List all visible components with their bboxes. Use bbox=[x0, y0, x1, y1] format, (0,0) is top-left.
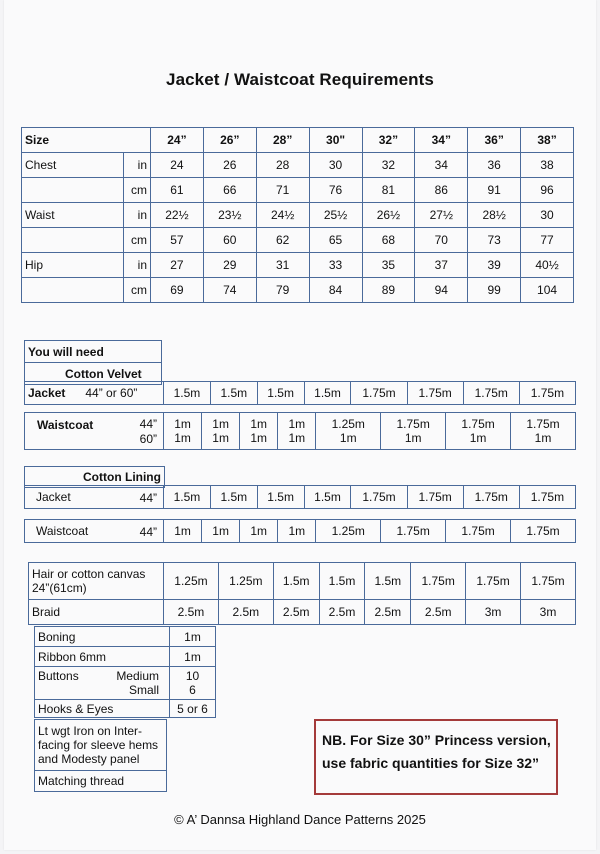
cell: 1.75m bbox=[381, 520, 446, 543]
cell: 68 bbox=[362, 228, 415, 253]
cell: 2.5m bbox=[411, 600, 466, 625]
size-header: 36” bbox=[468, 128, 521, 153]
cell: 1.75m bbox=[519, 382, 575, 405]
interfacing-table bbox=[34, 719, 167, 792]
cell: 94 bbox=[415, 278, 468, 303]
cell: 1.5m bbox=[210, 382, 257, 405]
value-a: 1m bbox=[212, 417, 229, 431]
cell: 25½ bbox=[309, 203, 362, 228]
cell bbox=[316, 413, 381, 450]
cell: 91 bbox=[468, 178, 521, 203]
value-a: 1.75m bbox=[461, 417, 495, 431]
cell: 84 bbox=[309, 278, 362, 303]
cell: 1.25m bbox=[218, 563, 273, 600]
value-a: 1m bbox=[288, 417, 306, 431]
cell: 32 bbox=[362, 153, 415, 178]
boning-label: Boning bbox=[35, 627, 170, 647]
cell: 1.5m bbox=[164, 486, 211, 509]
cell: 31 bbox=[256, 253, 309, 278]
cell: 22½ bbox=[151, 203, 204, 228]
notions-table bbox=[34, 626, 216, 718]
cell: 30 bbox=[521, 203, 574, 228]
cell: 86 bbox=[415, 178, 468, 203]
cell: 1.75m bbox=[411, 563, 466, 600]
cell: 1.5m bbox=[164, 382, 211, 405]
lining-waistcoat-row bbox=[24, 519, 576, 543]
table-row bbox=[35, 771, 167, 792]
copyright-footer: © A’ Dannsa Highland Dance Patterns 2025 bbox=[174, 812, 426, 827]
cell: 1.5m bbox=[273, 563, 319, 600]
cell: 62 bbox=[256, 228, 309, 253]
table-row bbox=[29, 563, 576, 600]
cell: 96 bbox=[521, 178, 574, 203]
cell: 89 bbox=[362, 278, 415, 303]
cell: 29 bbox=[203, 253, 256, 278]
row-label bbox=[22, 228, 124, 253]
nb-line: use fabric quantities for Size 32” bbox=[322, 755, 540, 771]
value-a: 1m bbox=[250, 417, 268, 431]
table-row bbox=[35, 700, 216, 718]
cell: 26½ bbox=[362, 203, 415, 228]
cell: 1.75m bbox=[407, 486, 463, 509]
cell: 74 bbox=[203, 278, 256, 303]
table-row bbox=[22, 178, 574, 203]
cell: 73 bbox=[468, 228, 521, 253]
interfacing-line: facing for sleeve hems bbox=[38, 738, 159, 752]
lining-jacket-width: 44” bbox=[139, 491, 157, 505]
lining-waistcoat-width: 44” bbox=[139, 525, 157, 539]
cell: 33 bbox=[309, 253, 362, 278]
velvet-heading: Cotton Velvet bbox=[25, 363, 162, 385]
cell: 99 bbox=[468, 278, 521, 303]
size-header-label: Size bbox=[22, 128, 151, 153]
value-a: 1.25m bbox=[331, 417, 365, 431]
ribbon-label: Ribbon 6mm bbox=[35, 647, 170, 667]
canvas-label-b: 24”(61cm) bbox=[32, 581, 87, 595]
lining-waistcoat-label: Waistcoat bbox=[36, 524, 89, 538]
cell: 69 bbox=[151, 278, 204, 303]
cell: 1.75m bbox=[519, 486, 575, 509]
cell: 28½ bbox=[468, 203, 521, 228]
table-row bbox=[22, 153, 574, 178]
lining-heading: Cotton Lining bbox=[25, 467, 165, 488]
cell: 5 or 6 bbox=[170, 700, 216, 718]
page bbox=[4, 0, 596, 850]
cell: 1.75m bbox=[521, 563, 576, 600]
table-row bbox=[35, 720, 167, 771]
cell: 1.5m bbox=[319, 563, 365, 600]
cell: 1.5m bbox=[304, 382, 351, 405]
braid-label: Braid bbox=[29, 600, 164, 625]
velvet-waistcoat-width-a: 44” bbox=[139, 417, 157, 431]
velvet-jacket-row bbox=[24, 381, 576, 405]
cell: 26 bbox=[203, 153, 256, 178]
table-row bbox=[22, 228, 574, 253]
cell: 2.5m bbox=[218, 600, 273, 625]
size-header: 26” bbox=[203, 128, 256, 153]
size-header: 34” bbox=[415, 128, 468, 153]
canvas-label-a: Hair or cotton canvas bbox=[32, 567, 146, 581]
cell: 28 bbox=[256, 153, 309, 178]
cell: 1.5m bbox=[257, 382, 304, 405]
page-title: Jacket / Waistcoat Requirements bbox=[166, 70, 434, 89]
value-a: 1.75m bbox=[526, 417, 560, 431]
row-unit: cm bbox=[124, 278, 151, 303]
hooks-label: Hooks & Eyes bbox=[35, 700, 170, 718]
cell: 104 bbox=[521, 278, 574, 303]
cell: 34 bbox=[415, 153, 468, 178]
row-unit: in bbox=[124, 253, 151, 278]
row-label-cell bbox=[25, 382, 164, 405]
value-b: 1m bbox=[288, 431, 306, 445]
row-label: Hip bbox=[22, 253, 124, 278]
cell: 1.75m bbox=[463, 486, 519, 509]
interfacing-line: Lt wgt Iron on Inter- bbox=[38, 724, 143, 738]
row-label: Chest bbox=[22, 153, 124, 178]
value-b: 1m bbox=[212, 431, 229, 445]
size-header: 38” bbox=[521, 128, 574, 153]
cell: 24 bbox=[151, 153, 204, 178]
cell: 2.5m bbox=[365, 600, 411, 625]
cell: 1.25m bbox=[316, 520, 381, 543]
size-header: 28” bbox=[256, 128, 309, 153]
buttons-small: 6 bbox=[189, 683, 196, 697]
table-row bbox=[35, 647, 216, 667]
size-header: 30" bbox=[309, 128, 362, 153]
value-b: 1m bbox=[250, 431, 268, 445]
canvas-label-cell bbox=[29, 563, 164, 600]
cell: 1.75m bbox=[407, 382, 463, 405]
cell: 65 bbox=[309, 228, 362, 253]
row-label: Waist bbox=[22, 203, 124, 228]
interfacing-label bbox=[35, 720, 167, 771]
table-row bbox=[22, 203, 574, 228]
cell: 40½ bbox=[521, 253, 574, 278]
cell: 77 bbox=[521, 228, 574, 253]
velvet-jacket-width: 44” or 60” bbox=[85, 386, 138, 400]
cell: 66 bbox=[203, 178, 256, 203]
cell: 1.75m bbox=[466, 563, 521, 600]
table-row bbox=[22, 253, 574, 278]
value-b: 1m bbox=[339, 431, 357, 445]
cell: 1.75m bbox=[463, 382, 519, 405]
row-unit: cm bbox=[124, 228, 151, 253]
cell: 1.5m bbox=[304, 486, 351, 509]
cell: 57 bbox=[151, 228, 204, 253]
cell: 61 bbox=[151, 178, 204, 203]
cell bbox=[381, 413, 446, 450]
size-header: 24” bbox=[151, 128, 204, 153]
buttons-medium: 10 bbox=[185, 669, 200, 683]
cell bbox=[240, 413, 278, 450]
cell: 39 bbox=[468, 253, 521, 278]
row-label-cell bbox=[25, 486, 164, 509]
nb-line: NB. For Size 30” Princess version, bbox=[322, 732, 551, 748]
nb-note bbox=[314, 719, 558, 795]
cell: 1.75m bbox=[351, 486, 407, 509]
cell: 23½ bbox=[203, 203, 256, 228]
velvet-jacket-label: Jacket bbox=[28, 386, 66, 400]
buttons-label-cell bbox=[35, 667, 170, 700]
canvas-braid-table bbox=[28, 562, 576, 625]
thread-label: Matching thread bbox=[35, 771, 167, 792]
cell: 71 bbox=[256, 178, 309, 203]
lining-jacket-row bbox=[24, 485, 576, 509]
cell bbox=[202, 413, 240, 450]
row-label-cell bbox=[25, 413, 164, 450]
lining-jacket-label: Jacket bbox=[36, 490, 71, 504]
cell bbox=[511, 413, 576, 450]
cell: 35 bbox=[362, 253, 415, 278]
cell: 1m bbox=[170, 647, 216, 667]
you-will-need-box bbox=[24, 340, 162, 363]
cell: 2.5m bbox=[273, 600, 319, 625]
table-row bbox=[22, 278, 574, 303]
cell: 37 bbox=[415, 253, 468, 278]
cell: 1.75m bbox=[446, 520, 511, 543]
row-label bbox=[22, 178, 124, 203]
value-b: 1m bbox=[404, 431, 422, 445]
sizes-header-row bbox=[22, 128, 574, 153]
interfacing-line: and Modesty panel bbox=[38, 752, 140, 766]
velvet-waistcoat-row bbox=[24, 412, 576, 450]
value-b: 1m bbox=[534, 431, 552, 445]
sizes-table bbox=[21, 127, 574, 303]
table-row bbox=[35, 627, 216, 647]
buttons-medium-label: Medium bbox=[116, 669, 159, 683]
row-unit: in bbox=[124, 153, 151, 178]
cell: 70 bbox=[415, 228, 468, 253]
cell: 30 bbox=[309, 153, 362, 178]
row-unit: in bbox=[124, 203, 151, 228]
cell: 3m bbox=[466, 600, 521, 625]
cell: 2.5m bbox=[164, 600, 219, 625]
cell: 1m bbox=[278, 520, 316, 543]
cell: 1m bbox=[202, 520, 240, 543]
size-header: 32” bbox=[362, 128, 415, 153]
row-unit: cm bbox=[124, 178, 151, 203]
table-row bbox=[35, 667, 216, 700]
cell: 36 bbox=[468, 153, 521, 178]
cell: 27 bbox=[151, 253, 204, 278]
row-label bbox=[22, 278, 124, 303]
row-label-cell bbox=[25, 520, 164, 543]
buttons-small-label: Small bbox=[128, 683, 159, 697]
cell: 1m bbox=[170, 627, 216, 647]
value-a: 1m bbox=[174, 417, 191, 431]
cell bbox=[164, 413, 202, 450]
cell: 76 bbox=[309, 178, 362, 203]
cell: 60 bbox=[203, 228, 256, 253]
value-a: 1.75m bbox=[396, 417, 430, 431]
table-row bbox=[29, 600, 576, 625]
cell: 1.5m bbox=[257, 486, 304, 509]
cell: 38 bbox=[521, 153, 574, 178]
cell bbox=[170, 667, 216, 700]
cell: 27½ bbox=[415, 203, 468, 228]
cell: 81 bbox=[362, 178, 415, 203]
cell: 79 bbox=[256, 278, 309, 303]
cell: 1m bbox=[240, 520, 278, 543]
you-will-need-heading: You will need bbox=[25, 341, 162, 363]
cell: 24½ bbox=[256, 203, 309, 228]
cell: 3m bbox=[521, 600, 576, 625]
cell: 1.75m bbox=[511, 520, 576, 543]
cell: 1.75m bbox=[351, 382, 407, 405]
cell: 2.5m bbox=[319, 600, 365, 625]
velvet-waistcoat-width-b: 60” bbox=[139, 432, 157, 446]
buttons-label: Buttons bbox=[38, 669, 79, 683]
cell: 1.5m bbox=[210, 486, 257, 509]
cell bbox=[446, 413, 511, 450]
cell: 1m bbox=[164, 520, 202, 543]
value-b: 1m bbox=[174, 431, 191, 445]
cell bbox=[278, 413, 316, 450]
cell: 1.25m bbox=[164, 563, 219, 600]
value-b: 1m bbox=[469, 431, 487, 445]
velvet-waistcoat-label: Waistcoat bbox=[37, 418, 94, 432]
cell: 1.5m bbox=[365, 563, 411, 600]
